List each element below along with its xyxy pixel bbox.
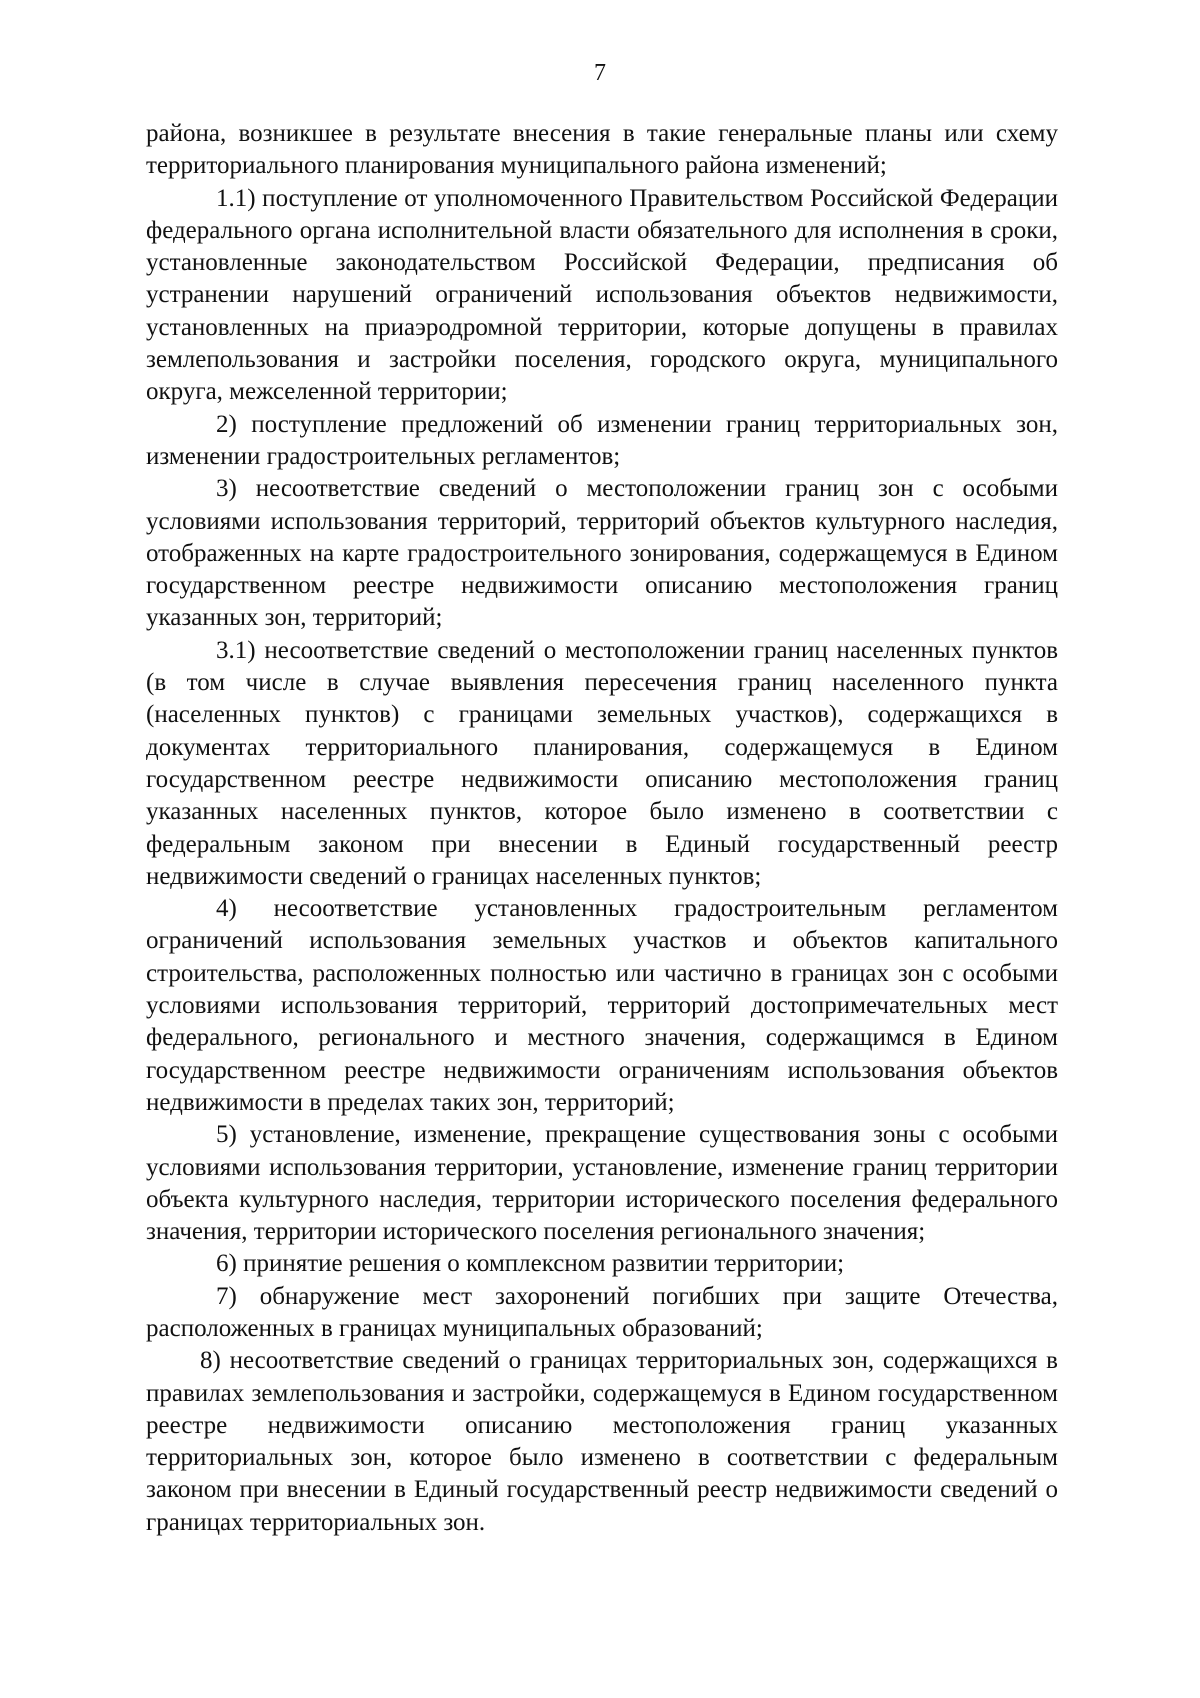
paragraph-item-5: 5) установление, изменение, прекращение существования зоны с особыми условиями использования территории, установление, изменение границ территории объекта культурного наследия, территории исторического поселения федерального значения, территории исторического поселения регионального значения; <box>146 1121 1058 1246</box>
paragraph-item-1-1: 1.1) поступление от уполномоченного Правительством Российской Федерации федерального органа исполнительной власти обязательного для исполнения в сроки, установленные законодательством Российской Федерации, предписания об устранении нарушений ограничений использования объектов недвижимости, установленных на приаэродромной территории, которые допущены в правилах землепользования и застройки поселения, городского округа, муниципального округа, межселенной территории; <box>146 184 1058 406</box>
paragraph-continuation: района, возникшее в результате внесения в такие генеральные планы или схему территориального планирования муниципального района изменений; <box>146 120 1058 180</box>
paragraph-item-2: 2) поступление предложений об изменении границ территориальных зон, изменении градостроительных регламентов; <box>146 410 1058 470</box>
document-body <box>146 118 1058 1539</box>
paragraph-item-6: 6) принятие решения о комплексном развитии территории; <box>216 1250 845 1278</box>
paragraph-item-3-1: 3.1) несоответствие сведений о местоположении границ населенных пунктов (в том числе в случае выявления пересечения границ населенного пункта (населенных пунктов) с границами земельных участков), содержащихся в документах территориального планирования, содержащемуся в Едином государственном реестре недвижимости описанию местоположения границ указанных населенных пунктов, которое было изменено в соответствии с федеральным законом при внесении в Единый государственный реестр недвижимости сведений о границах населенных пунктов; <box>146 636 1058 890</box>
paragraph-item-3: 3) несоответствие сведений о местоположении границ зон с особыми условиями использования территорий, территорий объектов культурного наследия, отображенных на карте градостроительного зонирования, содержащемуся в Едином государственном реестре недвижимости описанию местоположения границ указанных зон, территорий; <box>146 475 1058 632</box>
page-number: 7 <box>594 60 606 86</box>
paragraph-item-8: 8) несоответствие сведений о границах территориальных зон, содержащихся в правилах землепользования и застройки, содержащемуся в Едином государственном реестре недвижимости описанию местоположения границ указанных территориальных зон, которое было изменено в соответствии с федеральным законом при внесении в Единый государственный реестр недвижимости сведений о границах территориальных зон. <box>146 1347 1058 1536</box>
paragraph-item-7: 7) обнаружение мест захоронений погибших при защите Отечества, расположенных в границах муниципальных образований; <box>146 1282 1058 1342</box>
paragraph-item-4: 4) несоответствие установленных градостроительным регламентом ограничений использования земельных участков и объектов капитального строительства, расположенных полностью или частично в границах зон с особыми условиями использования территорий, территорий достопримечательных мест федерального, регионального и местного значения, содержащимся в Едином государственном реестре недвижимости ограничениям использования объектов недвижимости в пределах таких зон, территорий; <box>146 895 1058 1116</box>
